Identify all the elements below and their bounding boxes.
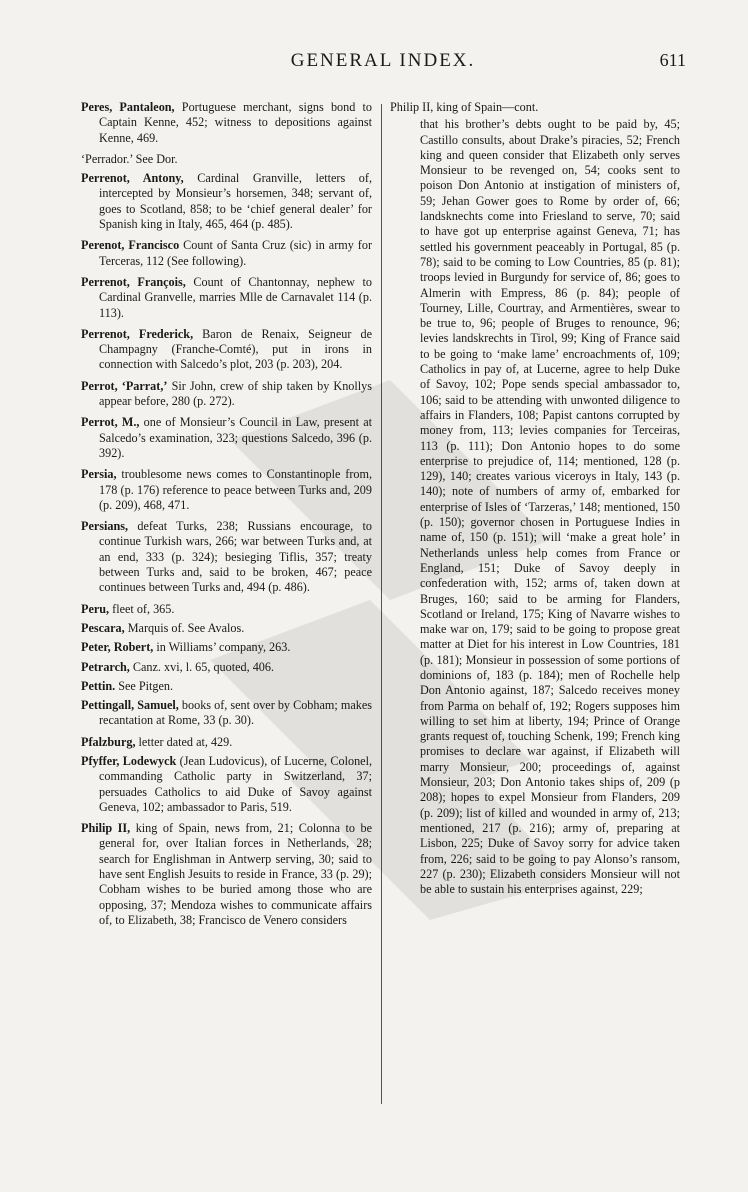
entry-head: Perrot, ‘Parrat,’	[81, 378, 168, 393]
index-entry	[81, 621, 372, 636]
index-entry	[81, 100, 372, 146]
index-entry	[81, 754, 372, 815]
index-entry	[81, 660, 372, 675]
entry-head: Pfyffer, Lodewyck	[81, 753, 177, 768]
entry-text: fleet of, 365.	[109, 601, 175, 616]
entry-text: troublesome news comes to Constantinople from, 178 (p. 176) reference to peace between Turks and, 209 (p. 209), 468, 471.	[99, 467, 372, 512]
index-entry	[81, 238, 372, 269]
entry-text: Marquis of. See Avalos.	[124, 620, 245, 635]
index-entry	[81, 275, 372, 321]
index-entry	[81, 171, 372, 232]
entry-head: ‘Perrador.’	[81, 151, 133, 166]
entry-head: Perrenot, Antony,	[81, 171, 184, 186]
entry-text: defeat Turks, 238; Russians encourage, to continue Turkish wars, 266; war between Turks and, at an end, 333 (p. 324); besieging Tiflis, 357; treaty between Turks and, said to be broken, 467; peace continues between Turks and, 494 (p. 486).	[99, 519, 372, 595]
entry-text: See Pitgen.	[115, 678, 174, 693]
entry-text: Portuguese merchant, signs bond to Captain Kenne, 452; witness to depositions against Kenne, 469.	[99, 100, 372, 145]
index-entry	[81, 735, 372, 750]
entry-text: one of Monsieur’s Council in Law, present at Salcedo’s examination, 323; questions Salcedo, 396 (p. 392).	[99, 415, 372, 460]
index-entry	[81, 602, 372, 617]
entry-head: Pescara,	[81, 620, 125, 635]
entry-head: Persians,	[81, 519, 129, 534]
entry-text: Sir John, crew of ship taken by Knollys appear before, 280 (p. 272).	[99, 378, 373, 409]
page-header	[80, 50, 686, 76]
entry-head: Peres, Pantaleon,	[81, 100, 175, 114]
entry-head: Pfalzburg,	[81, 734, 136, 749]
index-entry	[81, 821, 372, 928]
entry-text: Cardinal Granville, letters of, intercepted by Monsieur’s horsemen, 348; servant of, goes to Scotland, 858; to be ‘chief general dealer’ for Spanish king in Italy, 465, 464 (p. 485).	[99, 171, 372, 232]
index-entry	[81, 640, 372, 655]
entry-head: Perenot, Francisco	[81, 238, 180, 253]
page-number: 611	[659, 50, 686, 70]
entry-text: king of Spain, news from, 21; Colonna to be general for, over Italian forces in Netherlands, 28; search for Englishman in Antwerp serving, 30; said to have sent English Jesuits to reside in France, 33 (p. 29); Cobham wishes to be buried among those who are opposing, 37; Mendoza wishes to communicate affairs of, to Elizabeth, 38; Francisco de Venero considers	[99, 821, 372, 927]
entry-head: Peter, Robert,	[81, 640, 154, 655]
entry-text: See Dor.	[132, 151, 178, 166]
entry-head: Perrenot, François,	[81, 274, 186, 289]
index-entry	[81, 679, 372, 694]
entry-text: Canz. xvi, l. 65, quoted, 406.	[129, 659, 275, 674]
left-column	[81, 100, 372, 934]
right-column	[390, 100, 680, 897]
entry-head: Perrot, M.,	[81, 415, 140, 430]
entry-head: Pettin.	[81, 678, 116, 693]
index-entry	[81, 379, 372, 410]
index-entry	[81, 698, 372, 729]
index-entry	[81, 152, 372, 167]
entry-head: Persia,	[81, 467, 117, 482]
entry-head: Pettingall, Samuel,	[81, 698, 179, 713]
entry-text: Baron de Renaix, Seigneur de Champagny (Franche-Comté), put in irons in connection with Salcedo’s plot, 203 (p. 203), 204.	[99, 326, 372, 372]
index-entry	[81, 327, 372, 373]
continued-entry-text: that his brother’s debts ought to be paid by, 45; Castillo consults, about Drake’s piracies, 52; French king and queen consider that Elizabeth only serves Monsieur to be revenged on, 54; cooks sent to poison Don Antonio at instigation of ministers of, 59; Jehan Gower goes to Rome by order of, 66; landsknechts come into Friesland to serve, 70; said to have got up enterprise against Geneva, 71; has settled his government peaceably in Portugal, 85 (p. 78); said to be coming to Low Countries, 85 (p. 81); troops levied in Burgundy for service of, 86; goes to Almerin with Empress, 86 (p. 84); people of Tourney, Lille, Courtray, and Armentières, swear to be true to, 96; people of Bruges to renounce, 96; levies landskrechts in Tirol, 99; King of France said to be going to ‘make lame’ encroachments of, 109; Catholics in pay of, at Lucerne, agree to help Duke of Savoy, 102; Pope sends special ambassador to, 106; said to be attending with unwonted diligence to affairs in Flanders, 108; Papist cantons corrupted by money from, 113; levies companies for Terceiras, 113 (p. 111); Don Antonio hopes to do some enterprise to prejudice of, 114; mentioned, 128 (p. 129), 140; creates various viceroys in Italy, 143 (p. 140); note of numbers of army of, embarked for enterprise of Isles of ‘Tarzeras,’ 148; mentioned, 150 (p. 150); governor chosen in Portuguese Indies in name of, 150 (p. 151); will ‘make a great hole’ in Netherlands unless help comes from France or England, 151; Duke of Savoy deeply in confederation with, 152; arms of, taken down at Bruges, 160; said to be arming for Flanders, Scotland or Ireland, 175; King of Navarre wishes to make war on, 179; said to be going to propose great matter at Diet for his interest in Low Countries, 181 (p. 181); Monsieur in possession of some portions of dominions of, 183 (p. 184); men of Rochelle help Don Antonio against, 187; Salcedo receives money from Parma on behalf of, 192; Rogers supposes him willing to set him at liberty, 194; Prince of Orange grants request of, touching Schenk, 199; French king promises to declare war against, if Elizabeth will marry Monsieur, 200; proceedings of, against Monsieur, 203; Don Antonio takes ships of, 209 (p 208); hopes to expel Monsieur from Flanders, 209 (p. 209); list of killed and wounded in army of, 213; mentioned, 217 (p. 216); army of, preparing at Lisbon, 225; Duke of Savoy sorry for advice taken from, 226; said to be going to pay Alonso’s ransom, 227 (p. 230); Elizabeth considers Monsieur will not be able to sustain his enterprises against, 229;	[420, 117, 680, 897]
entry-head: Peru,	[81, 601, 110, 616]
column-divider	[381, 104, 382, 1104]
index-entry	[81, 519, 372, 595]
entry-head: Petrarch,	[81, 659, 130, 674]
running-head: GENERAL INDEX.	[290, 50, 476, 71]
entry-text: letter dated at, 429.	[135, 734, 233, 749]
entry-text: Count of Chantonnay, nephew to Cardinal Granvelle, marries Mlle de Carnavalet 114 (p. 113).	[99, 274, 372, 320]
entry-head: Philip II,	[81, 821, 131, 836]
entry-text: (Jean Ludovicus), of Lucerne, Colonel, commanding Catholic party in Switzerland, 37; persuades Catholics to aid Duke of Savoy against Geneva, 102; ambassador to Paris, 519.	[99, 753, 373, 814]
entry-text: books of, sent over by Cobham; makes recantation at Rome, 33 (p. 30).	[99, 698, 372, 728]
entry-text: in Williams’ company, 263.	[153, 640, 291, 655]
entry-head: Perrenot, Frederick,	[81, 326, 194, 341]
continued-entry-body	[390, 117, 680, 897]
continued-heading: Philip II, king of Spain—cont.	[390, 100, 539, 114]
entry-text: Count of Santa Cruz (sic) in army for Terceras, 112 (See following).	[99, 238, 372, 268]
index-entry	[81, 467, 372, 513]
index-entry	[81, 415, 372, 461]
